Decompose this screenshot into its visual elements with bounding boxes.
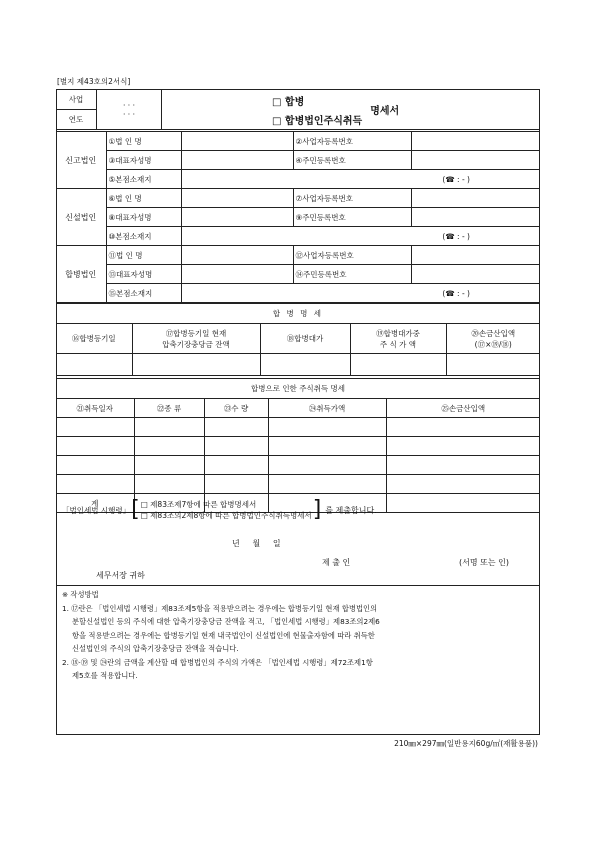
reporting-idno-field[interactable]	[411, 151, 540, 170]
table-row	[56, 437, 540, 456]
acq-date-header: ㉑취득일자	[56, 399, 134, 418]
new-addr-label: ⑩본점소재지	[106, 227, 181, 246]
deductible-header-line2: (⑰×⑲/⑱)	[474, 339, 512, 349]
merger-consideration-field[interactable]	[260, 354, 350, 376]
stock-value-header-line2: 주 식 가 액	[379, 339, 417, 349]
reporting-corp-label: 신고법인	[56, 132, 106, 189]
quantity-header: ㉓수 량	[204, 399, 268, 418]
cell[interactable]	[56, 418, 134, 437]
addressee: 세무서장 귀하	[96, 571, 145, 580]
year-label-1: 사업	[56, 90, 97, 110]
merging-rep-label: ⑬대표자성명	[106, 265, 181, 284]
cell[interactable]	[204, 456, 268, 475]
cell[interactable]	[268, 475, 386, 494]
new-name-field[interactable]	[181, 189, 293, 208]
cell[interactable]	[134, 475, 204, 494]
new-addr-field[interactable]	[181, 227, 540, 246]
new-idno-field[interactable]	[411, 208, 540, 227]
reserve-balance-header	[132, 324, 260, 354]
title-option-stock[interactable]: □ 합병법인주식취득	[272, 115, 363, 127]
phone-field: (☎ : - )	[442, 288, 470, 298]
stock-acquisition-table	[56, 378, 540, 513]
reserve-balance-header-line1: ⑰합병등기일 현재	[165, 328, 227, 338]
new-corp-label: 신설법인	[56, 189, 106, 246]
submitter-label: 제 출 인	[322, 558, 351, 567]
title-suffix: 명세서	[370, 106, 400, 117]
new-rep-label: ⑧대표자성명	[106, 208, 181, 227]
merging-bizno-field[interactable]	[411, 246, 540, 265]
reserve-balance-field[interactable]	[132, 354, 260, 376]
table-row	[56, 418, 540, 437]
reporting-name-label: ①법 인 명	[106, 132, 181, 151]
merger-consideration-header: ⑱합병대가	[260, 324, 350, 354]
reporting-idno-label: ④주민등록번호	[293, 151, 411, 170]
cell[interactable]	[204, 475, 268, 494]
reserve-balance-header-line2: 압축기장충당금 잔액	[162, 339, 230, 349]
cell[interactable]	[134, 456, 204, 475]
header-table	[56, 89, 540, 130]
merging-name-field[interactable]	[181, 246, 293, 265]
stock-value-field[interactable]	[350, 354, 446, 376]
instructions-title: ※ 작성방법	[62, 590, 99, 599]
year-dots-1: · · ·	[123, 100, 135, 110]
merger-details-table	[56, 303, 540, 376]
stock-value-header	[350, 324, 446, 354]
corp-table	[56, 131, 540, 303]
cell[interactable]	[386, 494, 540, 513]
stock-type-header: ㉒종 류	[134, 399, 204, 418]
total-label: 계	[56, 494, 134, 513]
cell[interactable]	[268, 456, 386, 475]
reporting-rep-field[interactable]	[181, 151, 293, 170]
deductible-header	[446, 324, 540, 354]
merger-details-title: 합 병 명 세	[56, 304, 540, 324]
decree-label: 「법인세법 시행령」	[62, 505, 131, 515]
instruction-1-line2: 분할신설법인 등의 주식에 대한 압축기장충당금 잔액을 적고, 「법인세법 시행령」제83조의2제6	[72, 617, 380, 626]
divider	[56, 585, 540, 586]
deductible-amount-header: ㉕손금산입액	[386, 399, 540, 418]
merging-corp-label: 합병법인	[56, 246, 106, 303]
year-label-2: 연도	[56, 110, 97, 130]
option-merger-statement[interactable]: □ 제83조제7항에 따른 합병명세서	[140, 500, 257, 509]
form-title	[162, 90, 541, 130]
merging-addr-label: ⑮본점소재지	[106, 284, 181, 303]
instruction-1-line1: 1. ⑰란은 「법인세법 시행령」제83조제5항을 적용받으려는 경우에는 합병등기일 현재 합병법인의	[62, 603, 378, 613]
new-name-label: ⑥법 인 명	[106, 189, 181, 208]
phone-field: (☎ : - )	[442, 231, 470, 241]
cell[interactable]	[204, 437, 268, 456]
cell[interactable]	[56, 475, 134, 494]
deductible-field[interactable]	[446, 354, 540, 376]
cell[interactable]	[134, 418, 204, 437]
year-period[interactable]	[97, 90, 162, 130]
cell[interactable]	[386, 475, 540, 494]
merger-date-field[interactable]	[56, 354, 132, 376]
cell[interactable]	[386, 418, 540, 437]
merger-date-header: ⑯합병등기일	[56, 324, 132, 354]
year-dots-2: · · ·	[123, 109, 135, 119]
deductible-header-line1: ⑳손금산입액	[471, 328, 516, 338]
cell[interactable]	[386, 456, 540, 475]
new-bizno-field[interactable]	[411, 189, 540, 208]
cell[interactable]	[204, 418, 268, 437]
reporting-name-field[interactable]	[181, 132, 293, 151]
merging-addr-field[interactable]	[181, 284, 540, 303]
table-row	[56, 456, 540, 475]
reporting-addr-label: ⑤본점소재지	[106, 170, 181, 189]
merging-idno-field[interactable]	[411, 265, 540, 284]
instruction-1-line4: 신설법인의 주식의 압축기장충당금 잔액을 적습니다.	[72, 644, 239, 653]
acq-value-header: ㉔취득가액	[268, 399, 386, 418]
merging-rep-field[interactable]	[181, 265, 293, 284]
reporting-bizno-label: ②사업자등록번호	[293, 132, 411, 151]
cell[interactable]	[386, 437, 540, 456]
table-row	[56, 475, 540, 494]
submission-statement: 「법인세법 시행령」 [ □ 제83조제7항에 따른 합병명세서 □ 제83조의2제8항에 따른 합병법인주식취득명세서 ] 를 제출합니다.	[62, 497, 377, 522]
instruction-1-line3: 항을 적용받으려는 경우에는 합병등기일 현재 내국법인이 신설법인에 현물출자함에 따라 취득한	[72, 630, 375, 640]
option-stock-statement[interactable]: □ 제83조의2제8항에 따른 합병법인주식취득명세서	[140, 511, 312, 520]
signature-label[interactable]: (서명 또는 인)	[459, 558, 509, 567]
stock-value-header-line1: ⑲합병대가중	[376, 328, 420, 338]
stock-acquisition-title: 합병으로 인한 주식취득 명세	[56, 379, 540, 399]
phone-field: (☎ : - )	[442, 174, 470, 184]
title-option-merger[interactable]: □ 합병	[272, 96, 305, 108]
reporting-addr-field[interactable]	[181, 170, 540, 189]
submission-date[interactable]: 년 월 일	[232, 539, 281, 548]
paper-spec-footer: 210㎜×297㎜(일반용지60g/㎡(재활용품))	[394, 739, 538, 748]
cell[interactable]	[56, 456, 134, 475]
cell[interactable]	[56, 437, 134, 456]
merging-bizno-label: ⑫사업자등록번호	[293, 246, 411, 265]
reporting-bizno-field[interactable]	[411, 132, 540, 151]
form-reference: [별지 제43호의2서식]	[57, 77, 131, 86]
instruction-2-line1: 2. ⑱·⑲ 및 ㉔란의 금액을 계산할 때 합병법인의 주식의 가액은 「법인세법 시행령」제72조제1항	[62, 657, 373, 667]
instruction-2-line2: 제5호를 적용합니다.	[72, 671, 138, 680]
new-bizno-label: ⑦사업자등록번호	[293, 189, 411, 208]
instructions	[62, 588, 532, 683]
new-rep-field[interactable]	[181, 208, 293, 227]
merging-name-label: ⑪법 인 명	[106, 246, 181, 265]
cell[interactable]	[134, 437, 204, 456]
cell[interactable]	[268, 437, 386, 456]
submission-tail: 를 제출합니다.	[325, 505, 377, 515]
new-idno-label: ⑨주민등록번호	[293, 208, 411, 227]
cell[interactable]	[268, 418, 386, 437]
merging-idno-label: ⑭주민등록번호	[293, 265, 411, 284]
reporting-rep-label: ③대표자성명	[106, 151, 181, 170]
